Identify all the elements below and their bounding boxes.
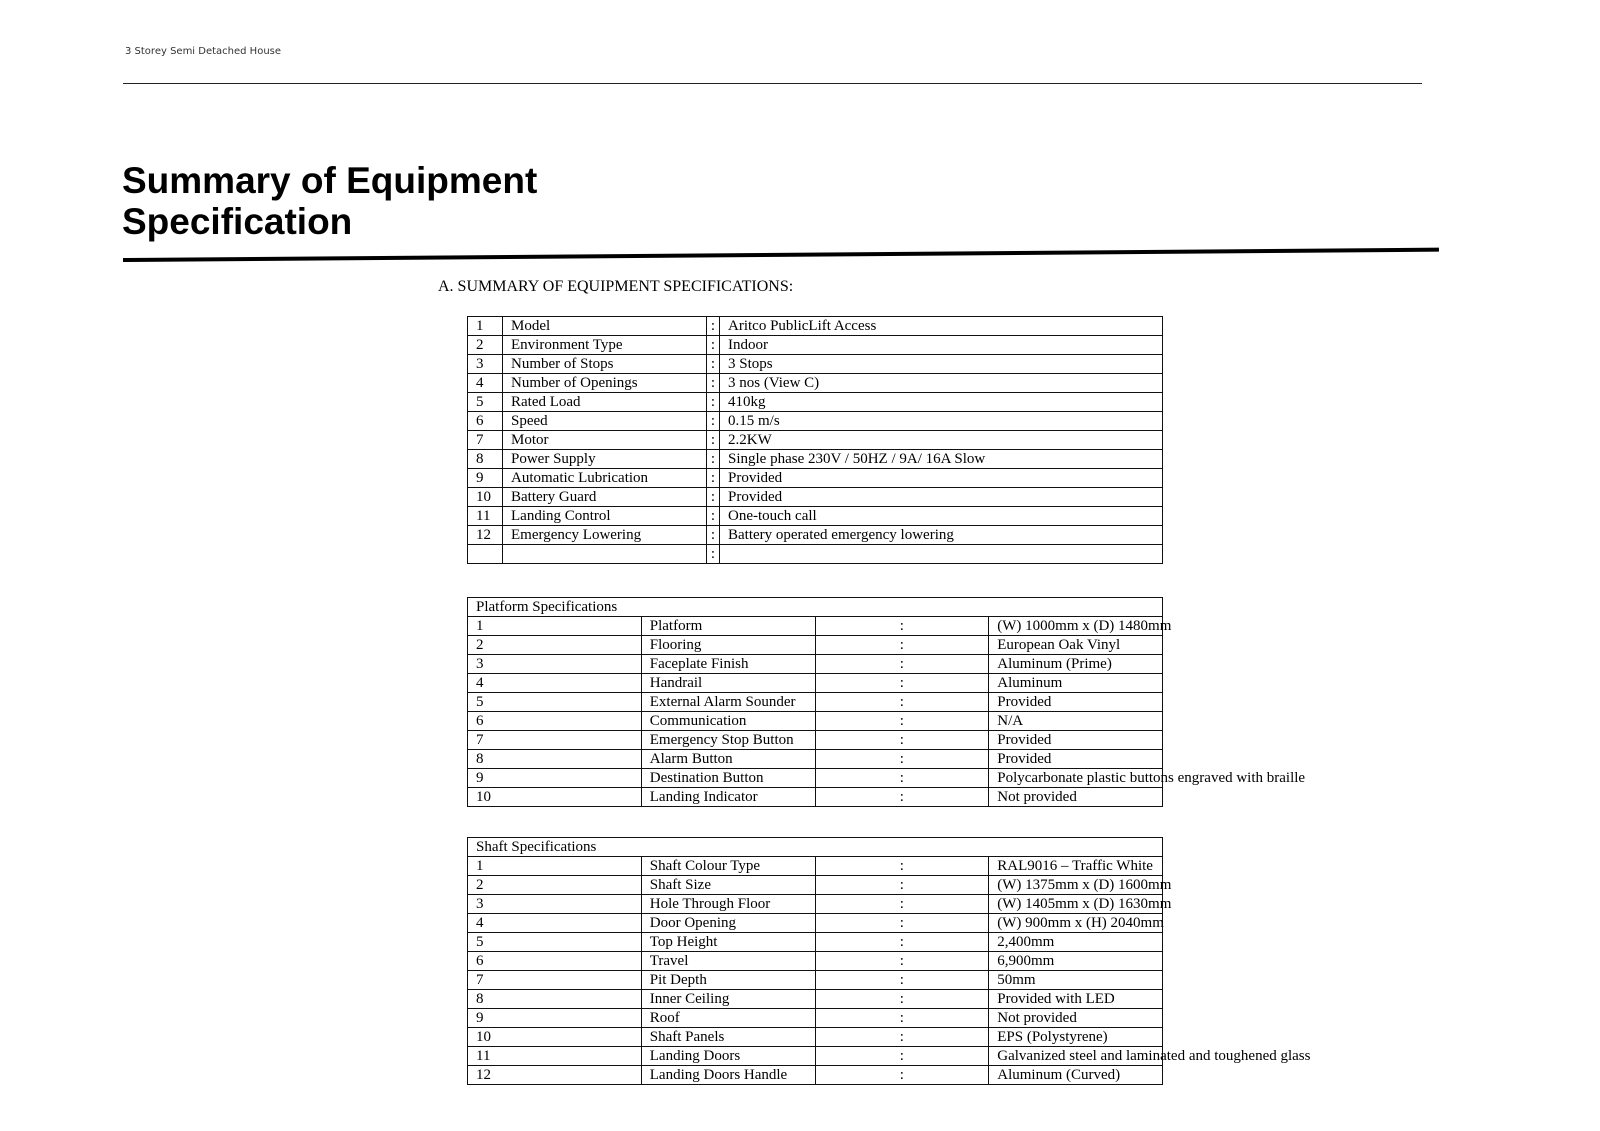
spec-value: Provided [989,750,1163,769]
table-row [468,469,1163,488]
spec-value: Provided [720,469,1163,488]
spec-label: Automatic Lubrication [503,469,707,488]
shaft-specifications-caption: Shaft Specifications [468,838,1163,857]
spec-label: Flooring [641,636,815,655]
table-row [468,355,1163,374]
spec-label: Number of Stops [503,355,707,374]
spec-value: Not provided [989,788,1163,807]
spec-label: Destination Button [641,769,815,788]
page-title [122,160,537,242]
row-number: 11 [468,1047,642,1066]
row-number: 5 [468,933,642,952]
spec-label: Hole Through Floor [641,895,815,914]
separator: : [707,336,720,355]
separator: : [707,374,720,393]
separator: : [815,674,989,693]
shaft-specifications-table [467,837,1311,1085]
row-number: 10 [468,1028,642,1047]
spec-value: (W) 1000mm x (D) 1480mm [989,617,1163,636]
spec-label: Pit Depth [641,971,815,990]
table-row [468,1047,1163,1066]
spec-value: Aluminum (Prime) [989,655,1163,674]
separator: : [707,412,720,431]
spec-label: Environment Type [503,336,707,355]
row-number: 5 [468,693,642,712]
row-number: 1 [468,317,503,336]
table-row [468,336,1163,355]
spec-value: Provided [989,693,1163,712]
table-row [468,617,1163,636]
spec-value: Polycarbonate plastic buttons engraved with braille [989,769,1163,788]
table-row [468,731,1163,750]
separator: : [815,1047,989,1066]
spec-label: Shaft Colour Type [641,857,815,876]
row-number: 9 [468,1009,642,1028]
section-heading: A. SUMMARY OF EQUIPMENT SPECIFICATIONS: [438,278,794,295]
table-row [468,857,1163,876]
table-row [468,933,1163,952]
spec-label: Top Height [641,933,815,952]
separator: : [815,933,989,952]
spec-value: (W) 1375mm x (D) 1600mm [989,876,1163,895]
row-number: 2 [468,876,642,895]
row-number: 9 [468,469,503,488]
spec-label: Landing Control [503,507,707,526]
table-row [468,990,1163,1009]
table-row [468,693,1163,712]
table-row [468,374,1163,393]
spec-value: Aritco PublicLift Access [720,317,1163,336]
table-row [468,971,1163,990]
spec-value: Aluminum [989,674,1163,693]
spec-value: Provided [989,731,1163,750]
row-number: 1 [468,857,642,876]
separator: : [707,545,720,564]
table-row [468,450,1163,469]
table-row [468,488,1163,507]
spec-label: Inner Ceiling [641,990,815,1009]
separator: : [815,990,989,1009]
shaft-table-body [468,838,1311,1085]
table-row [468,712,1163,731]
separator: : [815,971,989,990]
separator: : [707,355,720,374]
table-row [468,1028,1163,1047]
header-divider [123,83,1422,84]
row-number: 3 [468,355,503,374]
spec-value: Battery operated emergency lowering [720,526,1163,545]
spec-label: Number of Openings [503,374,707,393]
table-row [468,769,1163,788]
spec-label [503,545,707,564]
separator: : [815,914,989,933]
table-row [468,1009,1163,1028]
separator: : [707,431,720,450]
spec-label: Power Supply [503,450,707,469]
row-number: 9 [468,769,642,788]
row-number: 3 [468,655,642,674]
separator: : [707,393,720,412]
separator: : [815,617,989,636]
table-row [468,788,1163,807]
spec-label: Door Opening [641,914,815,933]
spec-value: Provided [720,488,1163,507]
separator: : [815,788,989,807]
spec-label: Roof [641,1009,815,1028]
separator: : [815,750,989,769]
table-row [468,1066,1163,1085]
spec-value: RAL9016 – Traffic White [989,857,1163,876]
spec-value: 50mm [989,971,1163,990]
row-number: 8 [468,750,642,769]
row-number: 3 [468,895,642,914]
table-row [468,655,1163,674]
spec-value: 3 Stops [720,355,1163,374]
spec-label: External Alarm Sounder [641,693,815,712]
spec-label: Shaft Size [641,876,815,895]
separator: : [815,876,989,895]
table-row [468,431,1163,450]
separator: : [707,469,720,488]
spec-value: (W) 900mm x (H) 2040mm [989,914,1163,933]
table-row [468,545,1163,564]
table-row [468,393,1163,412]
separator: : [707,526,720,545]
table-row [468,876,1163,895]
spec-value: European Oak Vinyl [989,636,1163,655]
spec-label: Emergency Lowering [503,526,707,545]
separator: : [815,769,989,788]
row-number: 4 [468,914,642,933]
separator: : [815,712,989,731]
separator: : [707,450,720,469]
spec-value [720,545,1163,564]
spec-value: 410kg [720,393,1163,412]
separator: : [815,857,989,876]
separator: : [815,693,989,712]
table-row [468,507,1163,526]
spec-label: Travel [641,952,815,971]
spec-value: Provided with LED [989,990,1163,1009]
row-number: 7 [468,731,642,750]
platform-specifications-table [467,597,1306,807]
table-row [468,895,1163,914]
spec-value: N/A [989,712,1163,731]
general-specifications-table [467,316,1163,564]
spec-value: Aluminum (Curved) [989,1066,1163,1085]
row-number: 6 [468,412,503,431]
spec-label: Faceplate Finish [641,655,815,674]
row-number: 12 [468,526,503,545]
table-row [468,674,1163,693]
row-number: 4 [468,374,503,393]
table-caption-row [468,598,1163,617]
separator: : [815,636,989,655]
spec-label: Rated Load [503,393,707,412]
row-number: 8 [468,990,642,1009]
separator: : [707,507,720,526]
spec-label: Model [503,317,707,336]
separator: : [815,1028,989,1047]
table-row [468,750,1163,769]
row-number: 7 [468,431,503,450]
document-header: 3 Storey Semi Detached House [125,46,282,57]
separator: : [815,952,989,971]
table-caption-row [468,838,1163,857]
separator: : [815,1066,989,1085]
spec-value: One-touch call [720,507,1163,526]
spec-label: Communication [641,712,815,731]
page-title-line-1: Summary of Equipment [122,160,538,201]
spec-value: 3 nos (View C) [720,374,1163,393]
table-row [468,952,1163,971]
spec-value: (W) 1405mm x (D) 1630mm [989,895,1163,914]
row-number: 11 [468,507,503,526]
spec-value: Galvanized steel and laminated and toughened glass [989,1047,1163,1066]
spec-value: Single phase 230V / 50HZ / 9A/ 16A Slow [720,450,1163,469]
spec-label: Landing Doors Handle [641,1066,815,1085]
row-number: 10 [468,488,503,507]
spec-value: 2,400mm [989,933,1163,952]
row-number [468,545,503,564]
platform-specifications-caption: Platform Specifications [468,598,1163,617]
spec-label: Landing Indicator [641,788,815,807]
table-row [468,914,1163,933]
page-title-line-2: Specification [122,201,353,242]
title-divider [123,248,1439,262]
spec-label: Motor [503,431,707,450]
spec-label: Speed [503,412,707,431]
table-row [468,317,1163,336]
separator: : [815,1009,989,1028]
row-number: 2 [468,336,503,355]
spec-label: Alarm Button [641,750,815,769]
row-number: 12 [468,1066,642,1085]
separator: : [815,895,989,914]
separator: : [707,317,720,336]
separator: : [815,731,989,750]
table-row [468,412,1163,431]
row-number: 5 [468,393,503,412]
separator: : [707,488,720,507]
row-number: 8 [468,450,503,469]
row-number: 1 [468,617,642,636]
spec-label: Emergency Stop Button [641,731,815,750]
spec-value: 0.15 m/s [720,412,1163,431]
spec-value: 2.2KW [720,431,1163,450]
spec-value: 6,900mm [989,952,1163,971]
table-row [468,636,1163,655]
row-number: 7 [468,971,642,990]
row-number: 6 [468,952,642,971]
spec-label: Platform [641,617,815,636]
table-row [468,526,1163,545]
spec-label: Battery Guard [503,488,707,507]
spec-label: Landing Doors [641,1047,815,1066]
row-number: 2 [468,636,642,655]
general-table-body [468,317,1163,564]
spec-value: Indoor [720,336,1163,355]
spec-value: EPS (Polystyrene) [989,1028,1163,1047]
separator: : [815,655,989,674]
spec-value: Not provided [989,1009,1163,1028]
spec-label: Shaft Panels [641,1028,815,1047]
row-number: 10 [468,788,642,807]
spec-label: Handrail [641,674,815,693]
platform-table-body [468,598,1306,807]
row-number: 6 [468,712,642,731]
row-number: 4 [468,674,642,693]
